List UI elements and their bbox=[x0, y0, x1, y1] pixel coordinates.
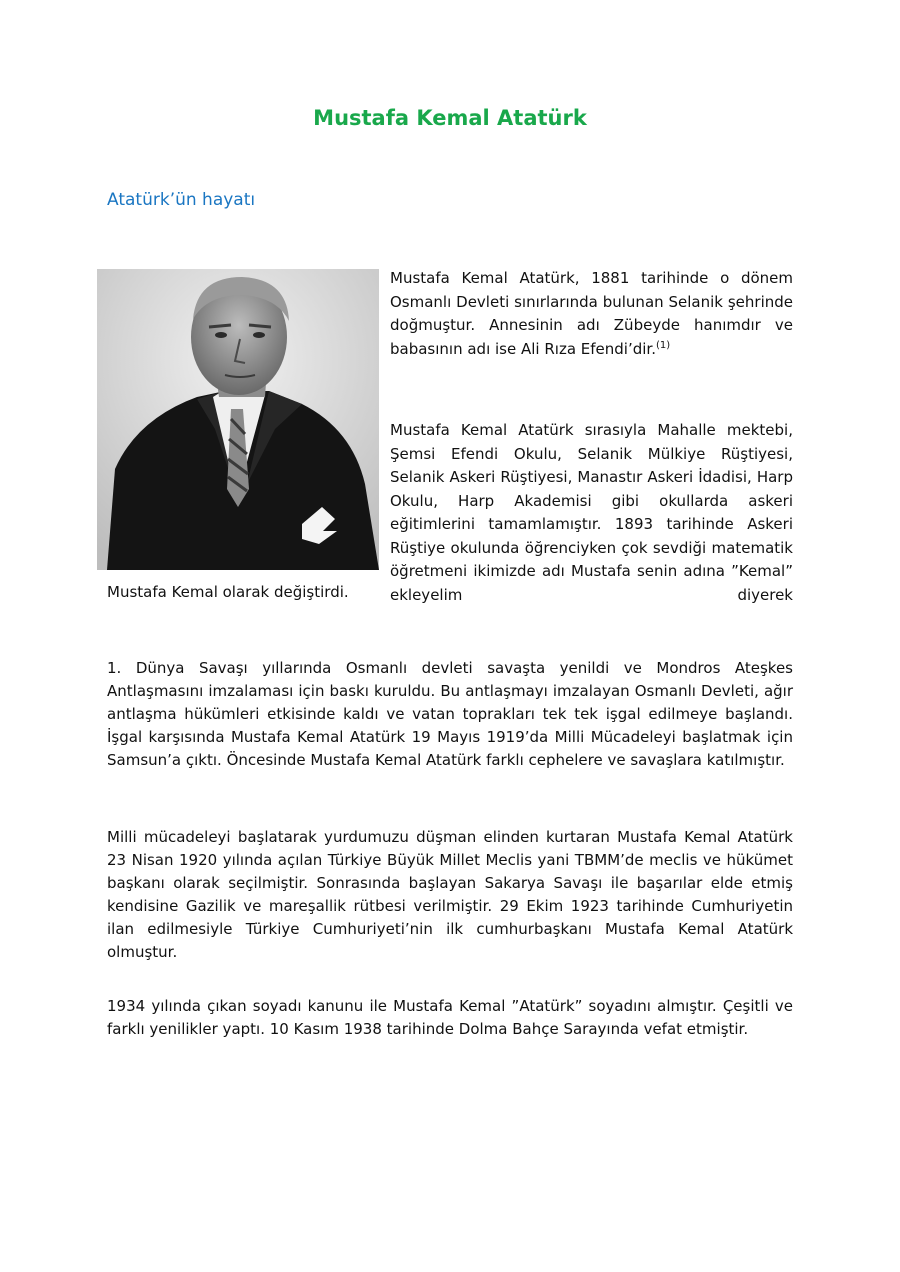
paragraph-education: Mustafa Kemal Atatürk sırasıyla Mahalle mektebi, Şemsi Efendi Okulu, Selanik Mülkiye Rüştiyesi, Selanik Askeri Rüştiyesi, Manastır Askeri İdadisi, Harp Okulu, Harp Akademisi gibi okullarda askeri eğitimlerini tamamlamıştır. 1893 tarihinde Askeri Rüştiye okulunda öğrenciyken çok sevdiği matematik öğretmeni ikimizde adı Mustafa senin adına ”Kemal” ekleyelim diyerek bbox=[390, 421, 793, 604]
section-heading: Atatürk’ün hayatı bbox=[107, 190, 256, 210]
paragraph-education-tail: Mustafa Kemal olarak değiştirdi. bbox=[107, 583, 349, 601]
paragraph-birth-text: Mustafa Kemal Atatürk, 1881 tarihinde o dönem Osmanlı Devleti sınırlarında bulunan Selanik şehrinde doğmuştur. Annesinin adı Zübeyde hanımdır ve babasının adı ise Ali Rıza Efendi’dir. bbox=[390, 269, 793, 358]
paragraph-surname: 1934 yılında çıkan soyadı kanunu ile Mustafa Kemal ”Atatürk” soyadını almıştır. Çeşitli ve farklı yenilikler yaptı. 10 Kasım 1938 tarihinde Dolma Bahçe Sarayında vefat etmiştir. bbox=[107, 997, 793, 1038]
paragraph-republic: Milli mücadeleyi başlatarak yurdumuzu düşman elinden kurtaran Mustafa Kemal Atatürk 23 Nisan 1920 yılında açılan Türkiye Büyük Millet Meclis yani TBMM’de meclis ve hükümet başkanı olarak seçilmiştir. Sonrasında başlayan Sakarya Savaşı ile başarılar elde etmiş kendisine Gazilik ve mareşallik rütbesi verilmiştir. 29 Ekim 1923 tarihinde Cumhuriyetin ilan edilmesiyle Türkiye Cumhuriyeti’nin ilk cumhurbaşkanı Mustafa Kemal Atatürk olmuştur. bbox=[107, 828, 793, 961]
portrait-photo bbox=[97, 269, 379, 570]
page-title: Mustafa Kemal Atatürk bbox=[313, 106, 587, 130]
paragraph-birth bbox=[390, 267, 793, 361]
paragraph-ww1: 1. Dünya Savaşı yıllarında Osmanlı devleti savaşta yenildi ve Mondros Ateşkes Antlaşmasını imzalaması için baskı kuruldu. Bu antlaşmayı imzalayan Osmanlı Devleti, ağır antlaşma hükümleri etkisinde kaldı ve vatan toprakları tek tek işgal edilmeye başlandı. İşgal karşısında Mustafa Kemal Atatürk 19 Mayıs 1919’da Milli Mücadeleyi başlatmak için Samsun’a çıktı. Öncesinde Mustafa Kemal Atatürk farklı cephelere ve savaşlara katılmıştır. bbox=[107, 659, 793, 769]
footnote-marker: (1) bbox=[655, 339, 671, 351]
